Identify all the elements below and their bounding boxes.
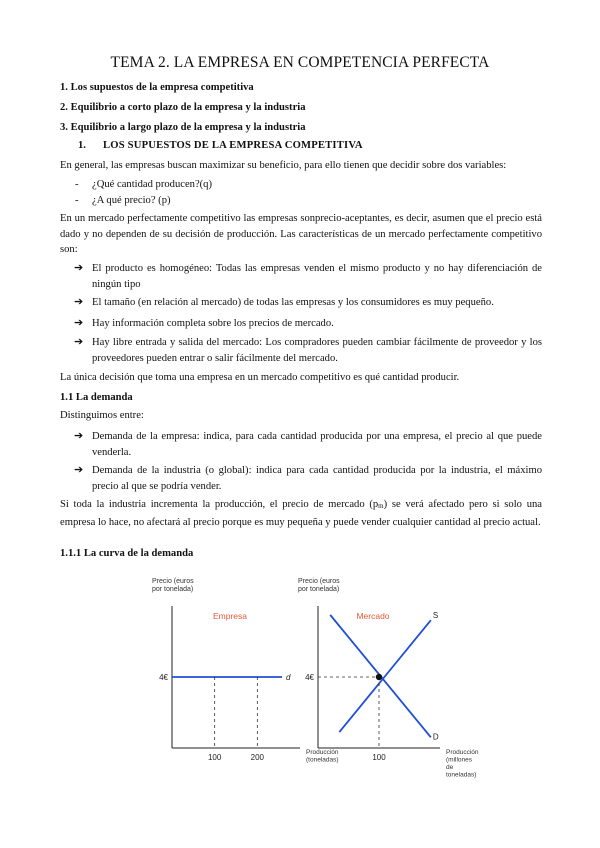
series-line-s xyxy=(339,620,431,732)
characteristic-2: El tamaño (en relación al mercado) de todas las empresas y los consumidores es muy pequeño. xyxy=(92,297,494,308)
y-axis-label xyxy=(298,578,340,593)
series-label-s: S xyxy=(432,611,439,621)
y-axis-label-line: Precio (euros xyxy=(152,578,194,585)
series-label-d: D xyxy=(432,732,439,742)
dash-bullet-icon: - xyxy=(75,179,79,190)
document-title: TEMA 2. LA EMPRESA EN COMPETENCIA PERFECTA xyxy=(110,54,490,71)
section-1-1-heading: 1.1 La demanda xyxy=(60,392,133,403)
x-tick-label: 200 xyxy=(250,753,265,762)
y-axis-label-line: por tonelada) xyxy=(298,586,340,593)
x-axis-label-line: Producción xyxy=(306,749,339,756)
price-tick-label: 4€ xyxy=(159,673,168,682)
characteristic-3: Hay información completa sobre los precios de mercado. xyxy=(92,318,334,329)
arrow-bullet-icon: ➔ xyxy=(74,336,84,348)
section-1-conclusion: La única decisión que toma una empresa en un mercado competitivo es qué cantidad producir. xyxy=(60,372,460,383)
arrow-bullet-icon: ➔ xyxy=(74,430,84,442)
x-tick-label: 100 xyxy=(372,753,386,762)
chart-title: Mercado xyxy=(356,611,390,621)
section-1-heading: LOS SUPUESTOS DE LA EMPRESA COMPETITIVA xyxy=(103,140,363,151)
price-tick-label: 4€ xyxy=(305,673,314,682)
x-tick-label: 100 xyxy=(207,753,222,762)
arrow-bullet-icon: ➔ xyxy=(74,317,84,329)
chart-title: Empresa xyxy=(212,611,248,621)
toc-item-2: 2. Equilibrio a corto plazo de la empresa y la industria xyxy=(60,102,306,113)
y-axis-label-line: Precio (euros xyxy=(298,578,340,585)
x-axis-label-line: de xyxy=(446,764,454,771)
chart-empresa xyxy=(152,578,339,764)
arrow-bullet-icon: ➔ xyxy=(74,464,84,476)
series-label-d: d xyxy=(286,673,291,682)
para-subscript: m xyxy=(378,502,384,510)
variable-p: ¿A qué precio? (p) xyxy=(92,195,171,206)
toc-item-3: 3. Equilibrio a largo plazo de la empresa y la industria xyxy=(60,122,306,133)
demand-type-2: Demanda de la industria (o global): indica para cada cantidad producida por la industria, el máximo precio al que se podría vender. xyxy=(92,465,542,492)
arrow-bullet-icon: ➔ xyxy=(74,296,84,308)
x-axis-label-line: Producción xyxy=(446,749,479,756)
x-axis-label-line: (millones xyxy=(446,756,473,764)
section-1-1-1-heading: 1.1.1 La curva de la demanda xyxy=(60,548,194,559)
characteristic-1: El producto es homogéneo: Todas las empresas venden el mismo producto y no hay diferenciación de ningún tipo xyxy=(92,263,542,290)
section-1-paragraph: En un mercado perfectamente competitivo las empresas sonprecio-aceptantes, es decir, asumen que el precio está dado y no dependen de su decisión de producción. Las características de un mercado perfectamente competitivo son: xyxy=(60,213,542,255)
dash-bullet-icon: - xyxy=(75,195,79,206)
y-axis-label xyxy=(152,578,194,593)
x-axis-label xyxy=(446,749,479,779)
x-axis-label-line: (toneladas) xyxy=(306,756,339,764)
characteristic-4: Hay libre entrada y salida del mercado: Los compradores pueden cambiar fácilmente de proveedor y los proveedores pueden entrar o salir fácilmente del mercado. xyxy=(92,337,542,364)
x-axis-label xyxy=(306,749,339,764)
section-1-intro: En general, las empresas buscan maximizar su beneficio, para ello tienen que decidir sobre dos variables: xyxy=(60,160,507,171)
section-1-1-intro: Distinguimos entre: xyxy=(60,410,144,421)
y-axis-label-line: por tonelada) xyxy=(152,586,194,593)
chart-mercado xyxy=(298,578,479,779)
para-part-b: ) se verá afectado pero si solo una empresa lo hace, no afectará al precio porque es muy pequeña y puede vender cualquier cantidad al precio actual. xyxy=(60,499,542,528)
demand-type-1: Demanda de la empresa: indica, para cada cantidad producida por una empresa, el precio al que puede venderla. xyxy=(92,431,542,458)
variable-q: ¿Qué cantidad producen?(q) xyxy=(92,179,213,190)
equilibrium-point xyxy=(376,674,382,680)
x-axis-label-line: toneladas) xyxy=(446,771,477,779)
section-1-number: 1. xyxy=(78,140,86,151)
arrow-bullet-icon: ➔ xyxy=(74,262,84,274)
toc-item-1: 1. Los supuestos de la empresa competitiva xyxy=(60,82,254,93)
para-part-a: Si toda la industria incrementa la producción, el precio de mercado (p xyxy=(60,499,379,510)
